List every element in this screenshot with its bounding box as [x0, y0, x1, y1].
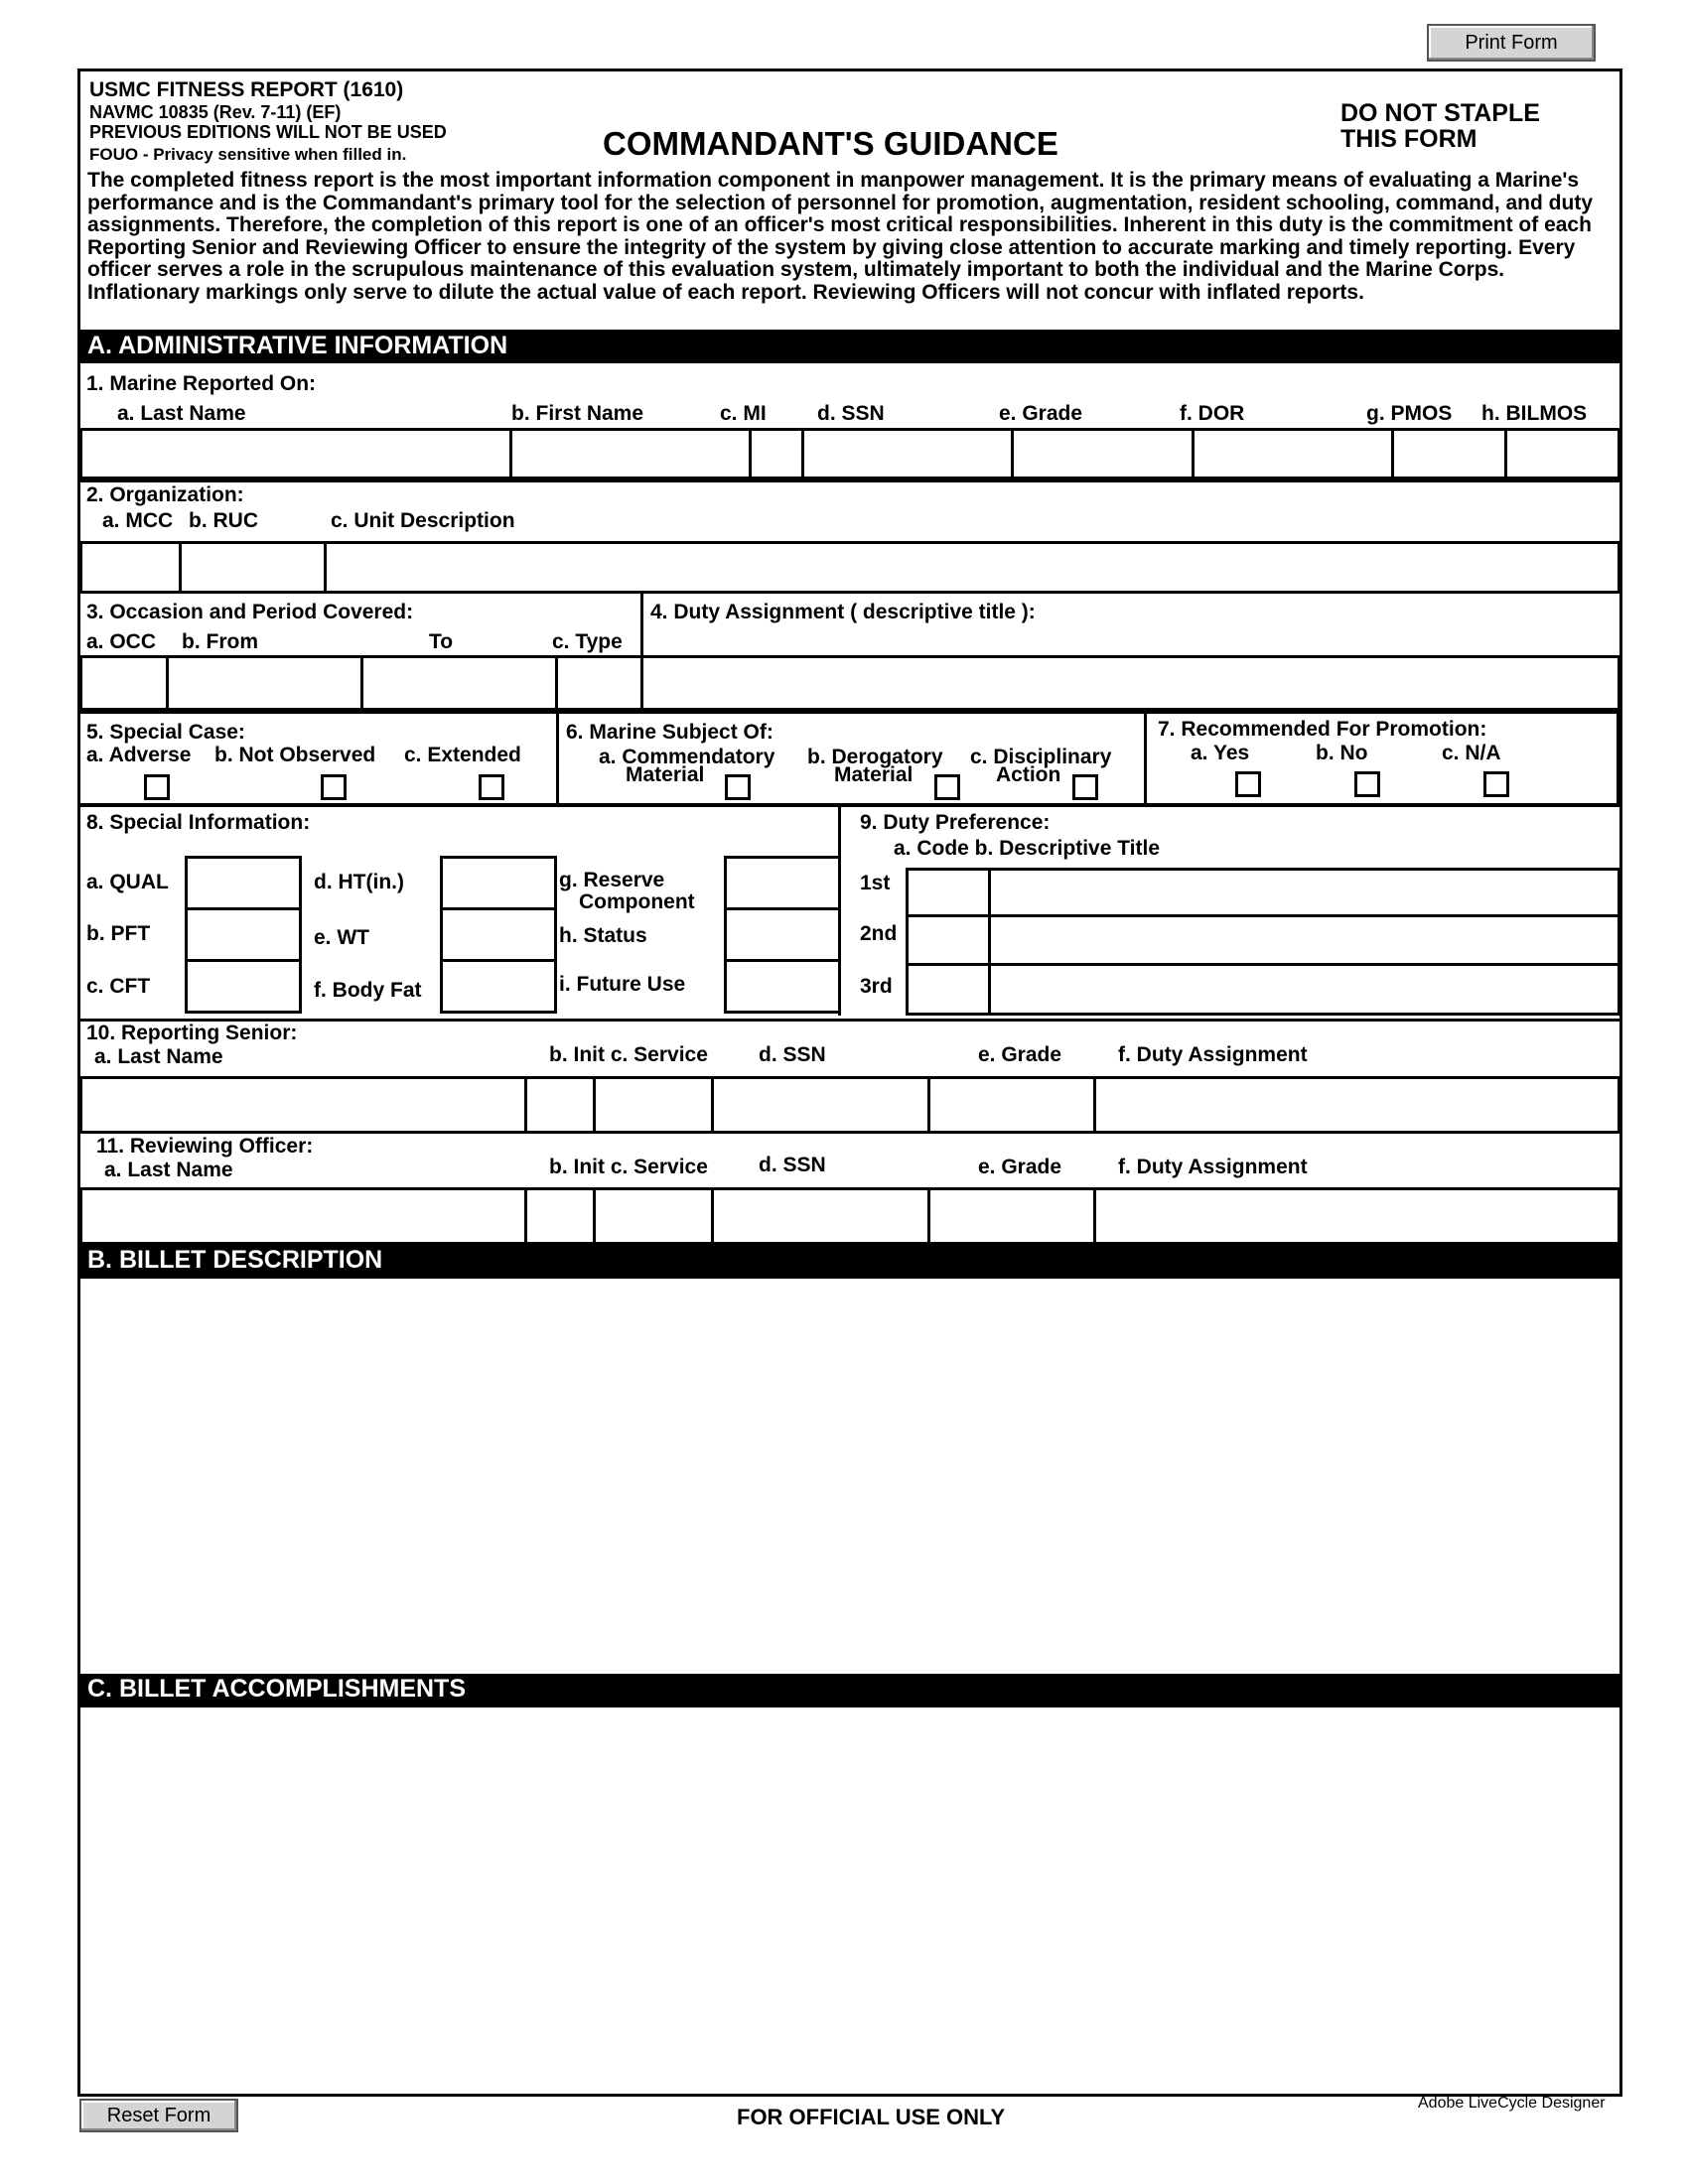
s10-service-field[interactable]	[593, 1076, 714, 1134]
s7-na-checkbox[interactable]	[1483, 771, 1509, 797]
s11-ssn-field[interactable]	[711, 1187, 930, 1245]
s1-last-name-label: a. Last Name	[117, 402, 246, 425]
s6-commendatory-label-2: Material	[626, 763, 705, 786]
s2-unit-description-field[interactable]	[324, 541, 1620, 594]
s8-reserve-label: g. Reserve	[559, 869, 665, 891]
s2-title: 2. Organization:	[86, 483, 244, 506]
s10-init-field[interactable]	[524, 1076, 596, 1134]
s8-weight-field[interactable]	[440, 907, 557, 962]
s1-last-name-field[interactable]	[79, 428, 512, 479]
s1-ssn-label: d. SSN	[817, 402, 885, 425]
print-form-button[interactable]: Print Form	[1427, 24, 1596, 62]
s9-title-3-field[interactable]	[988, 963, 1620, 1016]
s1-ssn-field[interactable]	[801, 428, 1014, 479]
s9-code-2-field[interactable]	[906, 914, 991, 966]
s10-ssn-field[interactable]	[711, 1076, 930, 1134]
s11-title: 11. Reviewing Officer:	[96, 1135, 314, 1158]
previous-editions-notice: PREVIOUS EDITIONS WILL NOT BE USED	[89, 122, 447, 142]
s8-future-use-label: i. Future Use	[559, 973, 686, 996]
s11-init-field[interactable]	[524, 1187, 596, 1245]
divider	[79, 711, 1620, 714]
s8-reserve-field[interactable]	[724, 856, 841, 910]
s8-height-label: d. HT(in.)	[314, 871, 404, 893]
divider	[1617, 711, 1619, 806]
s6-title: 6. Marine Subject Of:	[566, 721, 774, 744]
s10-last-name-field[interactable]	[79, 1076, 527, 1134]
s10-grade-field[interactable]	[927, 1076, 1096, 1134]
s8-weight-label: e. WT	[314, 926, 369, 949]
divider	[838, 807, 841, 1016]
s6-disciplinary-checkbox[interactable]	[1072, 774, 1098, 800]
s1-pmos-field[interactable]	[1391, 428, 1507, 479]
section-b-header: B. BILLET DESCRIPTION	[79, 1245, 1620, 1279]
s8-cft-field[interactable]	[185, 959, 302, 1014]
s3-type-field[interactable]	[555, 655, 643, 711]
s7-no-checkbox[interactable]	[1354, 771, 1380, 797]
divider	[640, 594, 643, 658]
divider	[1144, 714, 1147, 806]
s9-title-2-field[interactable]	[988, 914, 1620, 966]
s3-occ-label: a. OCC	[86, 630, 157, 653]
s1-bilmos-label: h. BILMOS	[1481, 402, 1588, 425]
s11-service-field[interactable]	[593, 1187, 714, 1245]
s4-duty-assignment-field[interactable]	[640, 655, 1620, 711]
divider	[79, 479, 1620, 482]
s1-grade-field[interactable]	[1011, 428, 1195, 479]
s5-adverse-label: a. Adverse	[86, 744, 192, 766]
s3-title: 3. Occasion and Period Covered:	[86, 601, 414, 623]
s11-duty-assignment-label: f. Duty Assignment	[1118, 1156, 1308, 1178]
s5-adverse-checkbox[interactable]	[144, 774, 170, 800]
s10-grade-label: e. Grade	[978, 1043, 1062, 1066]
s6-disciplinary-label-2: Action	[996, 763, 1061, 786]
billet-accomplishments-area[interactable]	[79, 1707, 1620, 2094]
s8-status-label: h. Status	[559, 924, 647, 947]
s9-title: 9. Duty Preference:	[860, 811, 1051, 834]
s10-title: 10. Reporting Senior:	[86, 1022, 298, 1044]
s7-yes-checkbox[interactable]	[1235, 771, 1261, 797]
s1-first-name-label: b. First Name	[511, 402, 644, 425]
s1-mi-label: c. MI	[720, 402, 767, 425]
s6-derogatory-checkbox[interactable]	[934, 774, 960, 800]
s8-cft-label: c. CFT	[86, 975, 151, 998]
divider	[556, 714, 559, 806]
s9-code-1-field[interactable]	[906, 868, 991, 917]
s11-duty-assignment-field[interactable]	[1093, 1187, 1620, 1245]
s3-to-label: To	[429, 630, 454, 653]
s11-ssn-label: d. SSN	[759, 1154, 826, 1176]
s8-body-fat-field[interactable]	[440, 959, 557, 1014]
s8-reserve-label-2: Component	[579, 890, 695, 913]
s8-qual-label: a. QUAL	[86, 871, 169, 893]
s10-init-service-label: b. Init c. Service	[549, 1043, 708, 1066]
s3-type-label: c. Type	[552, 630, 623, 653]
s1-pmos-label: g. PMOS	[1366, 402, 1453, 425]
s8-height-field[interactable]	[440, 856, 557, 910]
divider	[79, 1019, 1620, 1022]
s2-mcc-label: a. MCC	[102, 509, 174, 532]
s2-ruc-label: b. RUC	[189, 509, 258, 532]
official-use-notice: FOR OFFICIAL USE ONLY	[737, 2105, 1006, 2129]
s10-duty-assignment-label: f. Duty Assignment	[1118, 1043, 1308, 1066]
s10-last-name-label: a. Last Name	[94, 1045, 223, 1068]
s1-grade-label: e. Grade	[999, 402, 1083, 425]
reset-form-button[interactable]: Reset Form	[79, 2099, 238, 2132]
s8-pft-label: b. PFT	[86, 922, 151, 945]
s7-yes-label: a. Yes	[1191, 742, 1250, 764]
s8-title: 8. Special Information:	[86, 811, 311, 834]
s3-to-field[interactable]	[360, 655, 558, 711]
s1-dor-field[interactable]	[1192, 428, 1394, 479]
s5-title: 5. Special Case:	[86, 721, 245, 744]
s11-grade-label: e. Grade	[978, 1156, 1062, 1178]
billet-description-area[interactable]	[79, 1279, 1620, 1673]
s6-commendatory-checkbox[interactable]	[725, 774, 751, 800]
s4-title: 4. Duty Assignment ( descriptive title ):	[650, 601, 1036, 623]
s11-init-service-label: b. Init c. Service	[549, 1156, 708, 1178]
s7-na-label: c. N/A	[1442, 742, 1501, 764]
guidance-paragraph: The completed fitness report is the most important information component in manpower management. It is the primary means of evaluating a Marine's performance and is the Commandant's primary tool for the selection of personnel for promotion, augmentation, resident schooling, command, and duty assignments. Therefore, the completion of this report is one of an officer's most critical responsibilities. Inherent in this duty is the commitment of each Reporting Senior and Reviewing Officer to ensure the integrity of the system by giving close attention to accurate marking and timely reporting. Every officer serves a role in the scrupulous maintenance of this evaluation system, ultimately important to both the individual and the Marine Corps. Inflationary markings only serve to dilute the actual value of each report. Reviewing Officers will not concur with inflated reports.	[87, 169, 1593, 304]
s1-bilmos-field[interactable]	[1504, 428, 1620, 479]
s5-extended-label: c. Extended	[404, 744, 521, 766]
page-title: COMMANDANT'S GUIDANCE	[603, 125, 1058, 162]
s7-title: 7. Recommended For Promotion:	[1158, 718, 1487, 741]
section-c-header: C. BILLET ACCOMPLISHMENTS	[79, 1674, 1620, 1707]
s8-qual-field[interactable]	[185, 856, 302, 910]
s8-body-fat-label: f. Body Fat	[314, 979, 422, 1002]
s6-disciplinary-label: c. Disciplinary	[970, 746, 1112, 768]
s9-code-3-field[interactable]	[906, 963, 991, 1016]
s9-subtitle: a. Code b. Descriptive Title	[894, 837, 1161, 860]
s11-last-name-label: a. Last Name	[104, 1159, 233, 1181]
s1-dor-label: f. DOR	[1180, 402, 1245, 425]
s1-title: 1. Marine Reported On:	[86, 372, 317, 395]
s7-no-label: b. No	[1316, 742, 1368, 764]
fouo-notice: FOUO - Privacy sensitive when filled in.	[89, 145, 407, 164]
staple-warning-line1: DO NOT STAPLE	[1340, 99, 1540, 127]
s10-duty-assignment-field[interactable]	[1093, 1076, 1620, 1134]
s6-derogatory-label-2: Material	[834, 763, 914, 786]
s8-pft-field[interactable]	[185, 907, 302, 962]
s9-first-label: 1st	[860, 872, 891, 894]
s2-unit-description-label: c. Unit Description	[331, 509, 515, 532]
s5-not-observed-checkbox[interactable]	[321, 774, 347, 800]
form-title: USMC FITNESS REPORT (1610)	[89, 78, 404, 101]
s5-extended-checkbox[interactable]	[479, 774, 504, 800]
s9-second-label: 2nd	[860, 922, 898, 945]
s11-last-name-field[interactable]	[79, 1187, 527, 1245]
s5-not-observed-label: b. Not Observed	[214, 744, 376, 766]
section-a-header: A. ADMINISTRATIVE INFORMATION	[79, 330, 1620, 363]
divider	[77, 803, 1620, 807]
s3-occ-field[interactable]	[79, 655, 169, 711]
staple-warning-line2: THIS FORM	[1340, 125, 1477, 153]
s2-mcc-field[interactable]	[79, 541, 182, 594]
s3-from-label: b. From	[182, 630, 258, 653]
s11-grade-field[interactable]	[927, 1187, 1096, 1245]
s6-commendatory-label: a. Commendatory	[599, 746, 775, 768]
form-number: NAVMC 10835 (Rev. 7-11) (EF)	[89, 102, 342, 122]
s9-title-1-field[interactable]	[988, 868, 1620, 917]
s1-first-name-field[interactable]	[509, 428, 752, 479]
s8-status-field[interactable]	[724, 907, 841, 962]
s10-ssn-label: d. SSN	[759, 1043, 826, 1066]
s1-mi-field[interactable]	[749, 428, 804, 479]
s9-third-label: 3rd	[860, 975, 893, 998]
designer-credit: Adobe LiveCycle Designer	[1418, 2095, 1606, 2112]
s2-ruc-field[interactable]	[179, 541, 327, 594]
s3-from-field[interactable]	[166, 655, 363, 711]
s8-future-use-field[interactable]	[724, 959, 841, 1014]
s6-derogatory-label: b. Derogatory	[807, 746, 943, 768]
